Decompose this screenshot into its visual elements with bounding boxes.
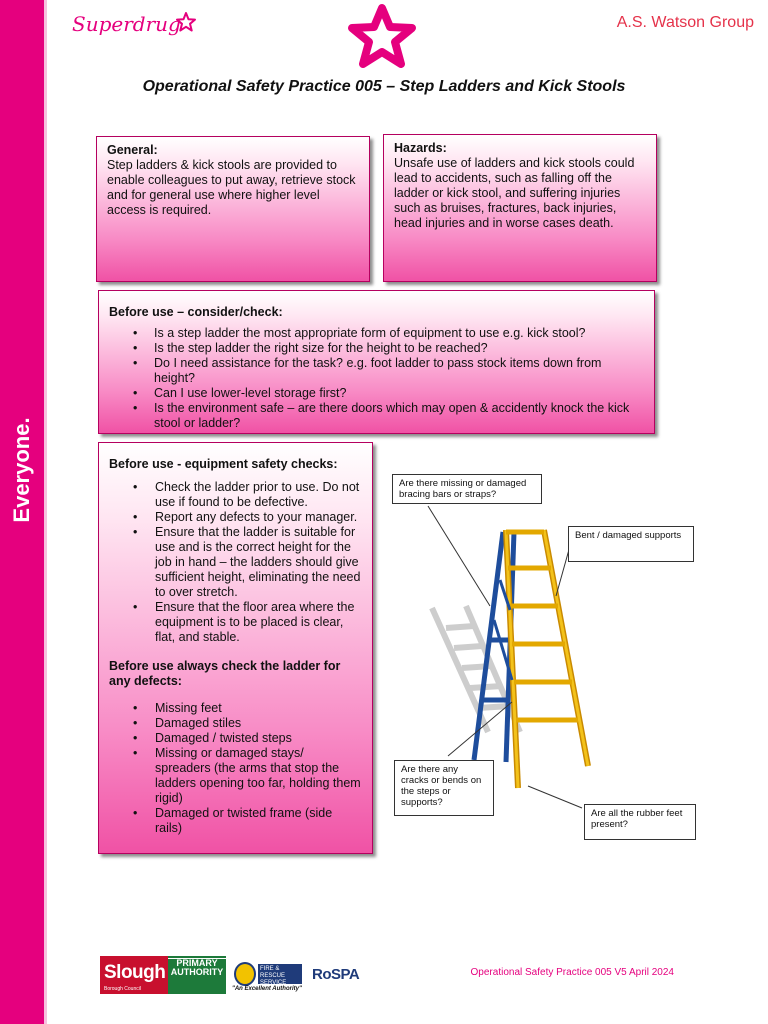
side-divider [44, 0, 47, 1024]
list-item: • Missing feet [109, 701, 362, 716]
defects-heading: Before use always check the ladder for any defects: [109, 659, 341, 688]
superdrug-star-icon [346, 3, 418, 69]
hazards-heading: Hazards: [394, 141, 447, 155]
fire-service-text: FIRE & RESCUE SERVICE [258, 964, 302, 984]
slough-council-text: Borough Council [104, 986, 141, 992]
consider-box [98, 290, 655, 434]
list-item: • Do I need assistance for the task? e.g. foot ladder to pass stock items down from height? [109, 356, 644, 386]
general-box [96, 136, 370, 282]
slough-logo [100, 956, 168, 994]
page-title: Operational Safety Practice 005 – Step Ladders and Kick Stools [142, 78, 626, 95]
as-watson-group-logo: A.S. Watson Group [616, 14, 754, 31]
fire-badge-icon [234, 962, 256, 986]
primary-authority-logo [168, 956, 226, 994]
callout-bracing: Are there missing or damaged bracing bars or straps? [392, 474, 542, 504]
list-item: • Report any defects to your manager. [109, 510, 362, 525]
list-item: • Ensure that the ladder is suitable for use and is the correct height for the job in hand – the ladders should give sufficient height, eliminating the need to over stretch. [109, 525, 362, 600]
consider-list [109, 326, 644, 431]
callout-bent-supports: Bent / damaged supports [568, 526, 694, 562]
fire-slogan: "An Excellent Authority" [232, 986, 302, 992]
list-item: • Damaged stiles [109, 716, 362, 731]
hazards-text: Unsafe use of ladders and kick stools could lead to accidents, such as falling off the ladder or kick stool, and suffering injuries such as bruises, fractures, back injuries, head injuries and in worse cases death. [394, 156, 635, 230]
list-item: • Damaged / twisted steps [109, 731, 362, 746]
hazards-box [383, 134, 657, 282]
document-reference: Operational Safety Practice 005 V5 April 2024 [470, 967, 674, 978]
defects-list [109, 701, 362, 836]
everyone-slogan: Everyone. [9, 417, 34, 523]
rospa-logo: RoSPA [312, 966, 360, 983]
callout-cracks: Are there any cracks or bends on the steps or supports? [394, 760, 494, 816]
list-item: • Can I use lower-level storage first? [109, 386, 644, 401]
list-item: • Damaged or twisted frame (side rails) [109, 806, 362, 836]
primary-authority-text: PRIMARY AUTHORITY [170, 958, 224, 977]
small-star-icon [176, 12, 196, 32]
slough-name: Slough [104, 962, 166, 983]
list-item: • Is a step ladder the most appropriate form of equipment to use e.g. kick stool? [109, 326, 644, 341]
list-item: • Ensure that the floor area where the equipment is to be placed is clear, flat, and stable. [109, 600, 362, 645]
callout-rubber-feet: Are all the rubber feet present? [584, 804, 696, 840]
list-item: • Missing or damaged stays/ spreaders (the arms that stop the ladders opening too far, holding them rigid) [109, 746, 362, 806]
general-text: Step ladders & kick stools are provided to enable colleagues to put away, retrieve stock and for general use where higher level access is required. [107, 158, 356, 217]
superdrug-logo: Superdrug [72, 12, 181, 36]
list-item: • Is the step ladder the right size for the height to be reached? [109, 341, 644, 356]
list-item: • Check the ladder prior to use. Do not use if found to be defective. [109, 480, 362, 510]
side-brand-bar [0, 0, 44, 1024]
checks-list [109, 480, 362, 645]
equipment-checks-box [98, 442, 373, 854]
consider-heading: Before use – consider/check: [109, 305, 283, 319]
ladder-diagram [388, 470, 708, 850]
general-heading: General: [107, 143, 158, 157]
checks-heading: Before use - equipment safety checks: [109, 457, 338, 471]
list-item: • Is the environment safe – are there doors which may open & accidently knock the kick stool or ladder? [109, 401, 644, 431]
partner-logos [100, 956, 380, 1000]
fire-rescue-logo [234, 962, 306, 986]
